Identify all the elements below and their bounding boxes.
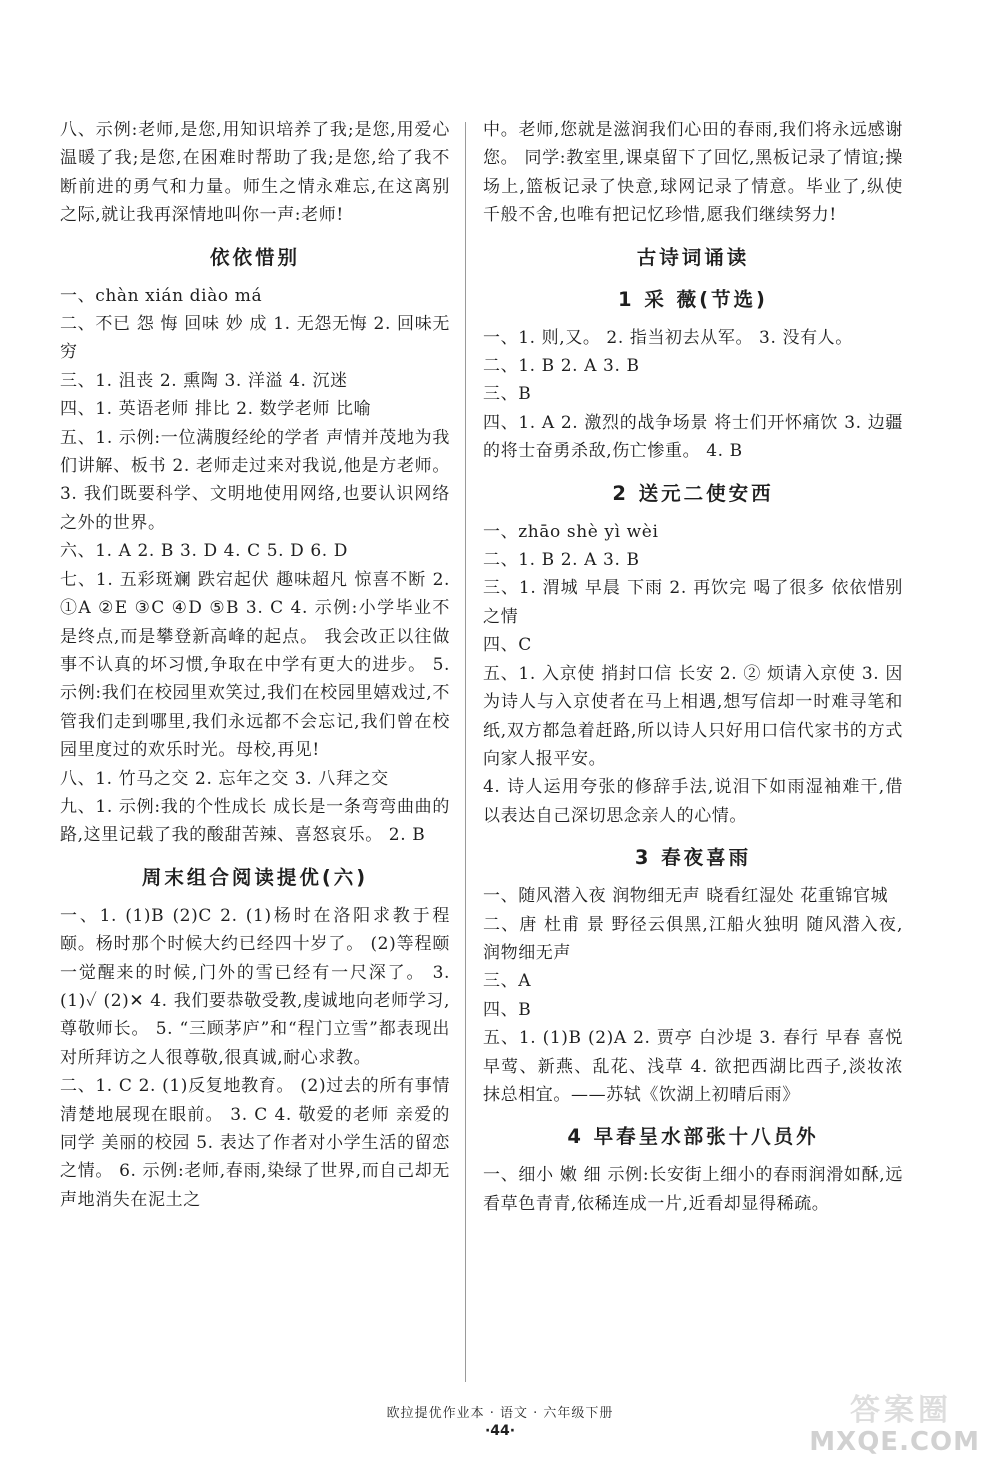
- answer-paragraph: 八、1. 竹马之交 2. 忘年之交 3. 八拜之交: [60, 768, 389, 789]
- answer-paragraph: 四、B: [483, 999, 532, 1020]
- section-heading: 4 早春呈水部张十八员外: [567, 1125, 819, 1149]
- answer-paragraph: 四、1. A 2. 激烈的战争场景 将士们开怀痛饮 3. 边疆的将士奋勇杀敌,伤亡惨重。 4. B: [483, 412, 903, 462]
- answer-paragraph: 一、随风潜入夜 润物细无声 晓看红湿处 花重锦官城: [483, 886, 889, 907]
- page-number: ·44·: [484, 1423, 516, 1439]
- answer-paragraph: 九、1. 示例:我的个性成长 成长是一条弯弯曲曲的路,这里记载了我的酸甜苦辣、喜怒哀乐。 2. B: [60, 796, 450, 846]
- section-heading: 古诗词诵读: [636, 245, 750, 269]
- answer-paragraph: 中。老师,您就是滋润我们心田的春雨,我们将永远感谢您。 同学:教室里,课桌留下了回忆,黑板记录了情谊;操场上,篮板记录了快意,球网记录了情意。毕业了,纵使千般不舍,也唯有把记忆珍惜,愿我们继续努力!: [483, 120, 903, 226]
- answer-paragraph: 二、唐 杜甫 景 野径云俱黑,江船火独明 随风潜入夜,润物细无声: [483, 914, 903, 963]
- right-column: [483, 116, 903, 1218]
- answer-paragraph: 七、1. 五彩斑斓 跌宕起伏 趣味超凡 惊喜不断 2. ①A ②E ③C ④D ⑤B 3. C 4. 示例:小学毕业不是终点,而是攀登新高峰的起点。 我会改正以往做事不认真的坏习惯,争取在中学有更大的进步。 5. 示例:我们在校园里欢笑过,我们在校园里嬉戏过,不管我们走到哪里,我们永远都不会忘记,我们曾在校园里度过的欢乐时光。母校,再见!: [60, 569, 450, 761]
- answer-paragraph: 三、A: [483, 971, 532, 992]
- answer-paragraph: 五、1. 示例:一位满腹经纶的学者 声情并茂地为我们讲解、板书 2. 老师走过来对我说,他是方老师。 3. 我们既要科学、文明地使用网络,也要认识网络之外的世界。: [60, 427, 450, 533]
- answer-paragraph: 一、chàn xián diào má: [60, 285, 263, 306]
- section-heading: 1 采 薇(节选): [618, 287, 768, 311]
- answer-paragraph: 四、C: [483, 635, 532, 656]
- answer-paragraph: 二、1. B 2. A 3. B: [483, 550, 640, 571]
- section-heading: 3 春夜喜雨: [634, 846, 752, 870]
- answer-paragraph: 一、1. 则,又。 2. 指当初去从军。 3. 没有人。: [483, 327, 853, 348]
- answer-paragraph: 4. 诗人运用夸张的修辞手法,说泪下如雨湿袖难干,借以表达自己深切思念亲人的心情。: [483, 777, 903, 826]
- answer-paragraph: 三、1. 渭城 早晨 下雨 2. 再饮完 喝了很多 依依惜别之情: [483, 578, 903, 627]
- column-divider: [465, 122, 466, 1382]
- answer-paragraph: 八、示例:老师,是您,用知识培养了我;是您,用爱心温暖了我;是您,在困难时帮助了我;是您,给了我不断前进的勇气和力量。师生之情永难忘,在这离别之际,就让我再深情地叫你一声:老师!: [60, 120, 450, 226]
- watermark-logo: [792, 1393, 992, 1463]
- answer-paragraph: 一、zhāo shè yì wèi: [483, 521, 659, 542]
- answer-paragraph: 二、不已 怨 悔 回味 妙 成 1. 无怨无悔 2. 回味无穷: [60, 314, 450, 363]
- answer-paragraph: 一、1. (1)B (2)C 2. (1)杨时在洛阳求教于程颐。杨时那个时候大约已经四十岁了。 (2)等程颐一觉醒来的时候,门外的雪已经有一尺深了。 3. (1)✓ (2)✕ 4. 我们要恭敬受教,虔诚地向老师学习,尊敬师长。 5. “三顾茅庐”和“程门立雪”都表现出对所拜访之人很尊敬,很真诚,耐心求教。: [60, 905, 450, 1068]
- section-heading: 2 送元二使安西: [612, 481, 774, 505]
- answer-paragraph: 二、1. C 2. (1)反复地教育。 (2)过去的所有事情清楚地展现在眼前。 3. C 4. 敬爱的老师 亲爱的同学 美丽的校园 5. 表达了作者对小学生活的留恋之情。 6. 示例:老师,春雨,染绿了世界,而自己却无声地消失在泥土之: [60, 1076, 450, 1210]
- section-heading: 周末组合阅读提优(六): [141, 865, 369, 889]
- answer-paragraph: 一、细小 嫩 细 示例:长安街上细小的春雨润滑如酥,远看草色青青,依稀连成一片,近看却显得稀疏。: [483, 1165, 903, 1214]
- watermark-cn-text: 答案圈: [850, 1393, 952, 1428]
- watermark-url-text: MXQE.COM: [809, 1427, 980, 1457]
- answer-paragraph: 四、1. 英语老师 排比 2. 数学老师 比喻: [60, 399, 372, 420]
- answer-paragraph: 二、1. B 2. A 3. B: [483, 356, 640, 377]
- answer-paragraph: 五、1. (1)B (2)A 2. 贾亭 白沙堤 3. 春行 早春 喜悦 早莺、新燕、乱花、浅草 4. 欲把西湖比西子,淡妆浓抹总相宜。——苏轼《饮湖上初晴后雨》: [483, 1028, 903, 1105]
- answer-paragraph: 三、B: [483, 384, 532, 405]
- answer-paragraph: 五、1. 入京使 捎封口信 长安 2. ② 烦请入京使 3. 因为诗人与入京使者在马上相遇,想写信却一时难寻笔和纸,双方都急着赶路,所以诗人只好用口信代家书的方式向家人报平安。: [483, 663, 903, 769]
- section-heading: 依依惜别: [209, 245, 300, 269]
- footer-book-title: 欧拉提优作业本 · 语文 · 六年级下册: [386, 1406, 614, 1421]
- left-column: [60, 116, 450, 1214]
- answer-paragraph: 三、1. 沮丧 2. 熏陶 3. 洋溢 4. 沉迷: [60, 370, 348, 391]
- answer-paragraph: 六、1. A 2. B 3. D 4. C 5. D 6. D: [60, 541, 349, 562]
